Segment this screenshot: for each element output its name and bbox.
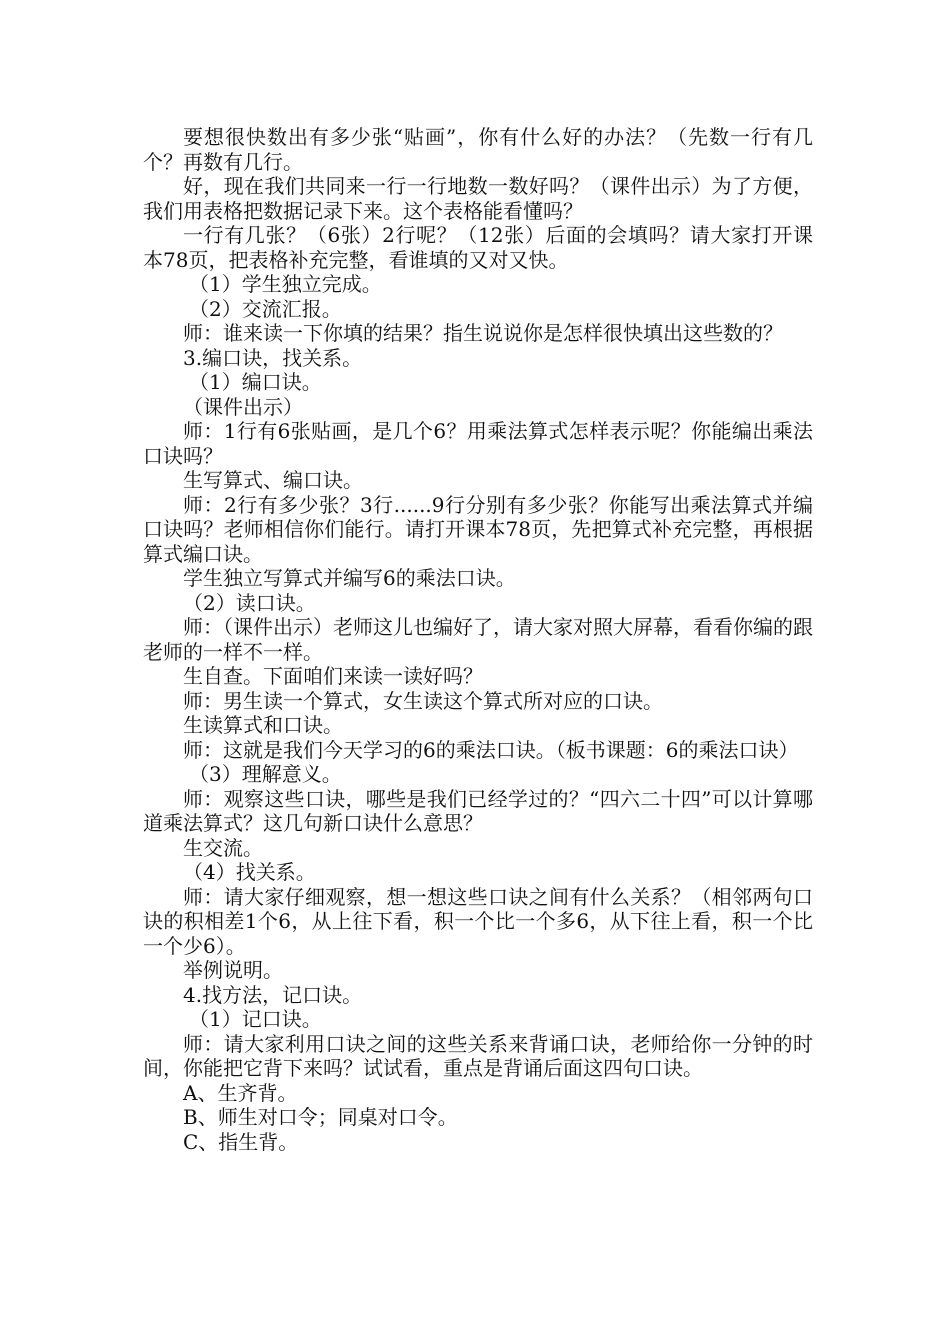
paragraph-30: B、师生对口令；同桌对口令。 [183, 1105, 458, 1129]
paragraph-3: 一行有几张？（6张）2行呢？（12张）后面的会填吗？请大家打开课本78页，把表格补充完整，看谁填的又对又快。 [143, 223, 813, 272]
paragraph-25: 举例说明。 [183, 958, 283, 982]
paragraph-13: 学生独立写算式并编写6的乘法口诀。 [183, 566, 516, 590]
paragraph-2: 好，现在我们共同来一行一行地数一数好吗？（课件出示）为了方便，我们用表格把数据记录下来。这个表格能看懂吗？ [143, 174, 813, 223]
paragraph-17: 师：男生读一个算式，女生读这个算式所对应的口诀。 [183, 688, 663, 713]
paragraph-11: 生写算式、编口诀。 [183, 468, 363, 492]
paragraph-27: （1）记口诀。 [189, 1007, 322, 1031]
paragraph-4: （1）学生独立完成。 [189, 272, 382, 296]
paragraph-19: 师：这就是我们今天学习的6的乘法口诀。（板书课题：6的乘法口诀） [183, 737, 799, 762]
paragraph-29: A、生齐背。 [183, 1080, 298, 1105]
paragraph-15: 师：（课件出示）老师这儿也编好了，请大家对照大屏幕，看看你编的跟老师的一样不一样。 [143, 615, 813, 664]
paragraph-14: （2）读口诀。 [183, 590, 316, 615]
paragraph-28: 师：请大家利用口诀之间的这些关系来背诵口诀，老师给你一分钟的时间，你能把它背下来吗？试试看，重点是背诵后面这四句口诀。 [143, 1031, 813, 1080]
paragraph-23: （4）找关系。 [183, 860, 316, 884]
paragraph-20: （3）理解意义。 [189, 762, 342, 786]
body-text [143, 125, 813, 1154]
paragraph-16: 生自查。下面咱们来读一读好吗？ [183, 664, 483, 688]
paragraph-18: 生读算式和口诀。 [183, 713, 343, 737]
paragraph-26: 4.找方法，记口诀。 [183, 982, 363, 1007]
paragraph-10: 师：1行有6张贴画，是几个6？用乘法算式怎样表示呢？你能编出乘法口诀吗？ [143, 419, 813, 468]
paragraph-24: 师：请大家仔细观察，想一想这些口诀之间有什么关系？（相邻两句口诀的积相差1个6，从上往下看，积一个比一个多6，从下往上看，积一个比一个少6）。 [143, 884, 813, 958]
paragraph-7: 3.编口诀，找关系。 [183, 345, 363, 370]
paragraph-8: （1）编口诀。 [189, 370, 322, 394]
paragraph-1: 要想很快数出有多少张“贴画”，你有什么好的办法？（先数一行有几个？再数有几行。 [143, 125, 813, 174]
paragraph-21: 师：观察这些口诀，哪些是我们已经学过的？“四六二十四”可以计算哪道乘法算式？这几句新口诀什么意思？ [143, 786, 813, 835]
paragraph-6: 师：谁来读一下你填的结果？指生说说你是怎样很快填出这些数的？ [183, 321, 783, 345]
paragraph-12: 师：2行有多少张？3行......9行分别有多少张？你能写出乘法算式并编口诀吗？老师相信你们能行。请打开课本78页，先把算式补充完整，再根据算式编口诀。 [143, 492, 813, 566]
paragraph-5: （2）交流汇报。 [189, 296, 342, 321]
paragraph-22: 生交流。 [183, 835, 263, 860]
paragraph-9: （课件出示） [183, 394, 303, 419]
paragraph-31: C、指生背。 [183, 1129, 299, 1154]
